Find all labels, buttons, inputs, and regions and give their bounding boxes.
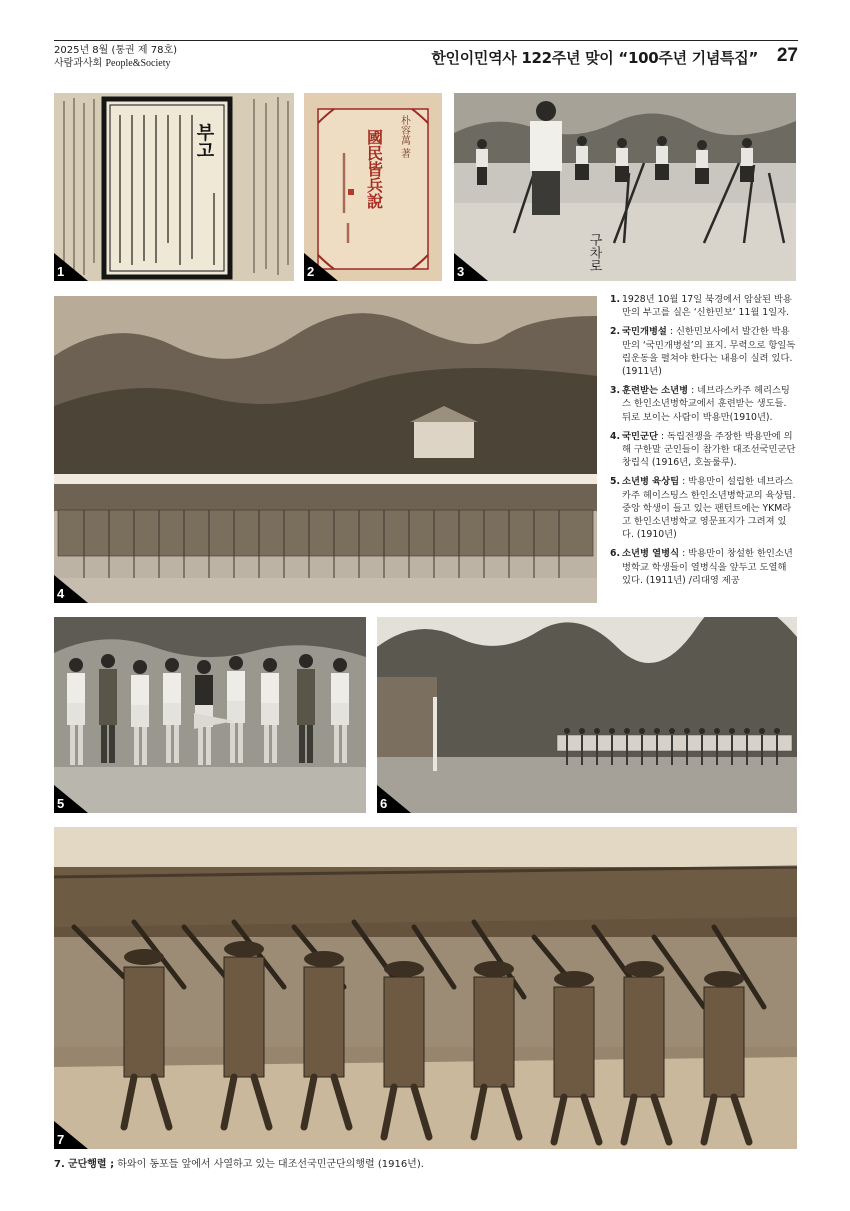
page-header (54, 40, 798, 71)
photo-2-book-cover (304, 93, 442, 281)
photo-1-obituary (54, 93, 294, 281)
publication-name-en: People&Society (105, 58, 171, 69)
caption-item (610, 475, 796, 541)
caption-title: 소년병 육상팀 (622, 476, 680, 488)
caption-item (610, 325, 796, 378)
bottom-caption-title: 군단행렬 ; (67, 1159, 115, 1170)
book-author-vertical: 朴容萬 著 (398, 115, 410, 159)
caption-title: 국민군단 (622, 430, 658, 442)
caption-text: : 신한민보사에서 발간한 박용만의 ‘국민개병설’의 표지. 무력으로 항일독립운동을 펼쳐야 한다는 내용이 실려 있다. (1911년) (622, 326, 796, 378)
photo-6-parade-lineup (377, 617, 797, 813)
caption-number: 5. (610, 476, 621, 488)
bottom-caption-text: 하와이 동포들 앞에서 사열하고 있는 대조선국민군단의행렬 (1916년). (114, 1159, 424, 1170)
photo-3-training-cadets (454, 93, 796, 281)
book-title-vertical: 國民皆兵說 (364, 129, 384, 209)
caption-number: 1. (610, 294, 621, 305)
caption-item (610, 547, 796, 587)
corps-ceremony-image (54, 296, 597, 603)
caption-number: 6. (610, 548, 621, 560)
marching-corps-image (54, 827, 797, 1149)
caption-item (610, 384, 796, 424)
photo-1-number: 1 (57, 264, 65, 279)
caption-text: : 네브라스카주 헤리스팅스 한인소년병학교에서 훈련받는 생도들. 뒤로 보이는 사람이 박용만(1910년). (622, 385, 790, 423)
photo-6-number: 6 (380, 796, 388, 811)
photo-7-marching-corps (54, 827, 797, 1149)
caption-text: 1928년 10월 17일 북경에서 암살된 박용만의 부고를 실은 ‘신한민보’ 11월 1일자. (622, 294, 792, 319)
newspaper-clipping-image (54, 93, 294, 281)
caption-number: 3. (610, 385, 621, 397)
photo-2-number: 2 (307, 264, 315, 279)
obituary-box-title: 부고 (193, 123, 215, 159)
caption-title: 소년병 열병식 (622, 548, 680, 560)
bottom-caption (54, 1155, 424, 1170)
training-cadets-image (454, 93, 796, 281)
caption-number: 2. (610, 326, 621, 338)
photo-5-number: 5 (57, 796, 65, 811)
publication-name-ko: 사람과사회 (54, 58, 103, 69)
caption-item (610, 293, 796, 319)
photo-7-number: 7 (57, 1132, 65, 1147)
caption-title: 훈련받는 소년병 (622, 385, 689, 397)
feature-title: 한인이민역사 122주년 맞이 “100주년 기념특집” (431, 49, 758, 67)
caption-title: 국민개병설 (622, 326, 667, 338)
photo-captions (610, 293, 796, 593)
photo-5-track-team (54, 617, 366, 813)
caption-text: : 박용만이 창설한 한인소년병학교 학생들이 열병식을 앞두고 도열해 있다. (1911년) /리대영 제공 (622, 548, 793, 586)
photo-4-number: 4 (57, 586, 65, 601)
photo-3-number: 3 (457, 264, 465, 279)
photo-4-corps-ceremony (54, 296, 597, 603)
page-number: 27 (776, 45, 798, 66)
caption-text: : 독립전쟁을 주장한 박용만에 의해 구한말 군인들이 참가한 대조선국민군단 창립식 (1916년, 호놀룰루). (622, 430, 796, 469)
publication-name (54, 58, 171, 70)
track-team-image (54, 617, 366, 813)
caption-item (610, 430, 796, 470)
bottom-caption-number: 7. (54, 1159, 65, 1170)
parade-lineup-image (377, 617, 797, 813)
caption-text: : 박용만이 설립한 네브라스카주 헤이스팅스 한인소년병학교의 육상팀. 중앙 학생이 들고 있는 팬턴트에는 YKM라고 한인소년병학교 영문표지가 그려져 있다. (1910년) (622, 476, 796, 541)
caption-number: 4. (610, 430, 621, 442)
issue-info: 2025년 8월 (통권 제 78호) (54, 45, 178, 56)
handwritten-annotation: 구차로 (586, 233, 602, 272)
